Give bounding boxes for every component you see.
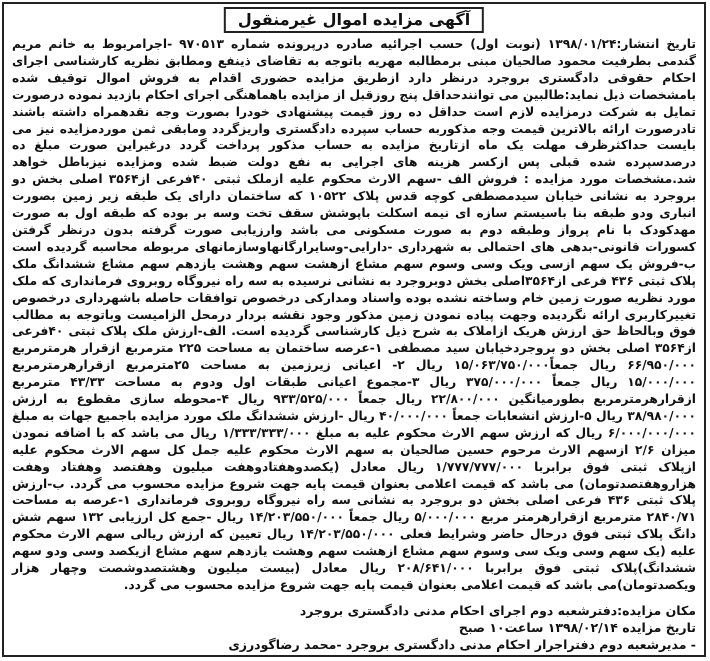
auction-date: تاریخ مزایده ۱۳۹۸/۰۲/۱۴ ساعت۱۰ صبح [458,620,696,636]
auction-place: مکان مزایده:دفترشعبه دوم اجرای احکام مدنی دادگستری بروجرد [299,603,696,618]
notice-footer [12,602,696,654]
notice-body [12,36,696,594]
notice-frame [2,2,706,657]
notice-title: آگهی مزایده اموال غیرمنقول [224,7,484,33]
signature-line: - مدیرشعبه دوم دفتراجرار احکام مدنی دادگستری بروجرد -محمد رضاگودرزی [228,637,696,653]
notice-body-paragraph: تاریخ انتشار:۱۳۹۸/۰۱/۲۴ (نوبت اول) حسب اجرائیه صادره درپرونده شماره ۹۷۰۵۱۳ -اجرامربوط به خانم مریم گندمی بطرفیت محمود صالحیان مبنی برمطالبه مهریه باتوجه به تقاضای ذینفع ومطابق نظریه کارشناسی اجرای احکام حقوقی دادگستری بروجرد درنظر دارد ازطریق مزایده حضوری اقدام به فروش اموال توقیف شده بامشخصات ذیل نماید:طالبین می توانندحداقل پنج روزقبل از مزایده باهماهنگی اجرای احکام بازدید نموده درصورت تمایل به شرکت درمزایده لازم است حداقل ده روز قیمت پیشنهادی خودرا بصورت وجه نقدهمراه داشته باشند تادرصورت ارائه بالاترین قیمت وجه مذکوربه حساب سپرده دادگستری واریزگردد ومابقی ثمن موردمزایده نیز می بایست حداکثرظرف مهلت یک ماه ازتاریخ مزایده به حساب مذکور پرداخت گردد درغیراین صورت مبلغ ده درصدسپرده شده قبلی پس ازکسر هزینه های اجرایی به نفع دولت ضبط شده ومزایده نیزباطل خواهد شد.مشخصات مورد مزایده : فروش الف -سهم الارث محکوم علیه ازملک ثبتی ۴۰فرعی از۳۵۶۴ اصلی بخش دو بروجرد به نشانی خیابان سیدمصطفی کوچه قدس پلاک ۱۰۵۲۲ که ساختمان دارای یک طبقه زیر زمین بصورت انباری ودو طبقه بنا باسیستم سازه ای نیمه اسکلت باپوشش سقف تخت وسه بر بوده که طبقه اول به صورت مهدکودک با نام پرواز وطبقه دوم به صورت مسکونی می باشد وارزیابی صورت گرفته بدون درنظر گرفتن کسورات قانونی-بدهی های احتمالی به شهرداری -دارایی-وسایرارگانهاوسازمانهای مربوطه محاسبه گردیده است ب-فروش یک سهم ازسی ویک وسی وسوم سهم مشاع ازهشت سهم وهشت یازدهم سهم مشاع ششدانگ ملک پلاک ثبتی ۴۳۶ فرعی از۳۵۶۴اصلی بخش دوبروجرد به نشانی نرسیده به سه راه نیروگاه روبروی فرمانداری که ملک مورد نظریه صورت زمین خام وساخته نشده بوده واسناد ومدارکی درخصوص توافقات حاصله باشهرداری درخصوص تغییرکاربری ارائه نگردیده وجهت پیاده نمودن زمین مذکور وجود نقشه بردار درمحل الزامیست وباتوجه به مطالب فوق وبالحاظ حق ارزش هریک ازاملاک به شرح ذیل کارشناسی گردیده است. الف-ارزش ملک پلاک ثبتی ۴۰فرعی از۳۵۶۴ اصلی بخش دو بروجردخیابان سید مصطفی ۱-عرصه ساختمان به مساحت ۲۲۵ مترمربع ازقرار هرمترمربع ۶۶/۹۵۰/۰۰۰ ریال جمعاً۱۵/۰۶۳/۷۵۰/۰۰۰ ریال ۲- اعیانی زیرزمین به مساحت ۲۵مترمربع ازقرارهرمترمربع ۱۵/۰۰۰/۰۰۰ ریال جمعاً ۳۷۵/۰۰۰/۰۰۰ ریال ۳-مجموع اعیانی طبقات اول ودوم به مساحت ۴۳/۳۳ مترمربع ازقرارهرمترمربع بطورمیانگین ۲۲/۸۰۰/۰۰۰ ریال جمعاً ۹۳۳/۵۲۵/۰۰۰ ریال ۴-محوطه سازی مقطوع به ارزش ۳۸/۹۸۰/۰۰۰ ریال ۵-ارزش انشعابات جمعاً ۴۰/۰۰۰/۰۰۰ ریال -ارزش ششدانگ ملک مورد مزایده باجمیع جهات به مبلغ ۶/۰۰۰/۰۰۰/۰۰۰ ریال که ارزش سهم الارث محکوم علیه به مبلغ ۱/۳۳۳/۳۳۳/۰۰۰ ریال می باشد که با اضافه نمودن میزان ۲/۶ ازسهم الارث مرحوم حسین صالحیان به سهم الارث محکوم علیه جمل کل سهم الارث محکوم علیه ازپلاک ثبتی فوق برابربا ۱/۷۷۷/۷۷۷/۰۰۰ ریال معادل (یکصدوهفتادوهفت میلیون وهفتصد وهفتاد وهفت هزاروهفتصدتومان) می باشد که قیمت اعلامی بعنوان قیمت پایه جهت شروع مزایده محسوب می گردد. ب-ارزش پلاک ثبتی ۴۳۶ فرعی اصلی بخش دو بروجرد به نشانی سه راه نیروگاه روبروی فرمانداری ۱-عرصه به مساحت ۲۸۴۰/۷۱ مترمربع ازقرارهرمتر مربع ۵/۰۰۰/۰۰۰ ریال جمعاً ۱۴/۲۰۳/۵۵۰/۰۰۰ ریال -جمع کل ارزیابی ۱۳۲ سهم شش دانگ پلاک ثبتی فوق درحال حاضر وشرایط فعلی ۱۴/۲۰۳/۵۵۰/۰۰۰ ریال تعیین که ارزش ریالی سهم الارث محکوم علیه (یک سهم وسی ویک سی وسوم سهم مشاع ازهشت سهم وهشت یازدهم سهم مشاع ازیکصد وسی ودو سهم ششدانگ)پلاک ثبتی فوق برابربا ۲۰۸/۶۴۱/۰۰۰ ریال معادل (بیست میلیون وهشتصدوشصت وچهار هزار ویکصدتومان)می باشد که قیمت اعلامی بعنوان قیمت پایه جهت شروع مزایده محسوب می گردد. [12,37,697,592]
